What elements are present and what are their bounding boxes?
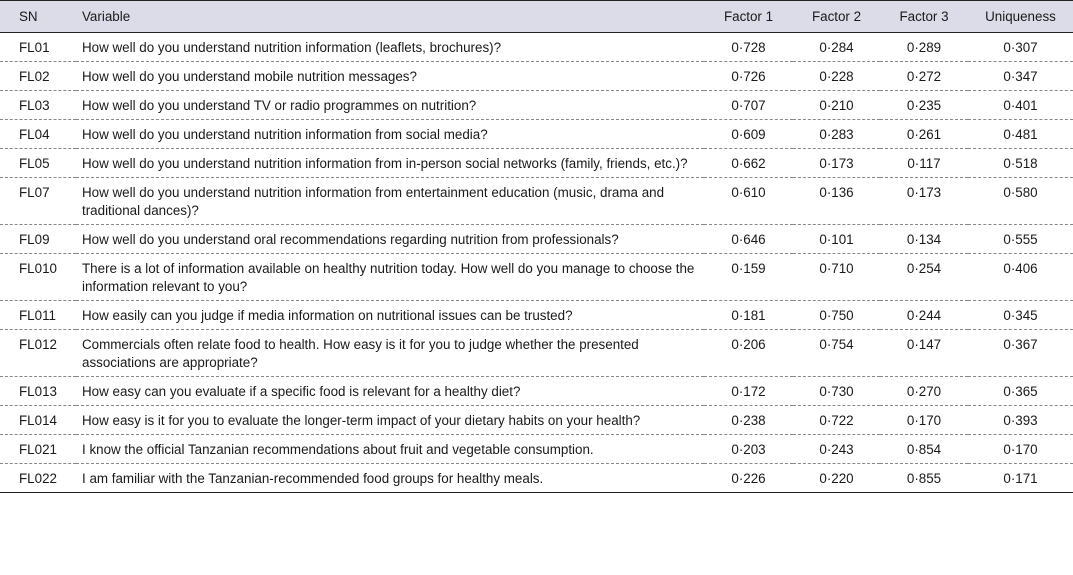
cell-factor-2: 0·283 <box>793 120 880 149</box>
cell-variable: How well do you understand oral recommendations regarding nutrition from professionals? <box>76 225 704 254</box>
cell-factor-1: 0·707 <box>704 91 793 120</box>
cell-uniqueness: 0·393 <box>968 406 1073 435</box>
cell-variable: How easy can you evaluate if a specific food is relevant for a healthy diet? <box>76 377 704 406</box>
cell-uniqueness: 0·347 <box>968 62 1073 91</box>
cell-uniqueness: 0·401 <box>968 91 1073 120</box>
cell-factor-3: 0·244 <box>880 301 968 330</box>
table-row <box>0 33 1073 62</box>
cell-sn: FL013 <box>0 377 76 406</box>
cell-factor-2: 0·228 <box>793 62 880 91</box>
cell-factor-1: 0·159 <box>704 254 793 301</box>
cell-factor-1: 0·662 <box>704 149 793 178</box>
cell-sn: FL022 <box>0 464 76 493</box>
cell-variable: I know the official Tanzanian recommendations about fruit and vegetable consumption. <box>76 435 704 464</box>
cell-factor-2: 0·220 <box>793 464 880 493</box>
table-header <box>0 1 1073 33</box>
cell-factor-2: 0·136 <box>793 178 880 225</box>
cell-uniqueness: 0·367 <box>968 330 1073 377</box>
cell-factor-3: 0·235 <box>880 91 968 120</box>
cell-factor-1: 0·238 <box>704 406 793 435</box>
cell-variable: How well do you understand nutrition information from social media? <box>76 120 704 149</box>
cell-factor-2: 0·722 <box>793 406 880 435</box>
cell-factor-1: 0·172 <box>704 377 793 406</box>
table-row <box>0 406 1073 435</box>
header-sn: SN <box>0 1 76 33</box>
cell-sn: FL02 <box>0 62 76 91</box>
cell-factor-2: 0·173 <box>793 149 880 178</box>
cell-factor-1: 0·609 <box>704 120 793 149</box>
cell-uniqueness: 0·365 <box>968 377 1073 406</box>
cell-variable: How well do you understand mobile nutrition messages? <box>76 62 704 91</box>
cell-factor-1: 0·610 <box>704 178 793 225</box>
cell-uniqueness: 0·406 <box>968 254 1073 301</box>
cell-factor-3: 0·854 <box>880 435 968 464</box>
cell-variable: How well do you understand nutrition information from entertainment education (music, drama and traditional dances)? <box>76 178 704 225</box>
cell-factor-2: 0·284 <box>793 33 880 62</box>
cell-factor-1: 0·646 <box>704 225 793 254</box>
cell-variable: How easy is it for you to evaluate the longer-term impact of your dietary habits on your health? <box>76 406 704 435</box>
cell-factor-1: 0·203 <box>704 435 793 464</box>
cell-factor-1: 0·181 <box>704 301 793 330</box>
cell-sn: FL021 <box>0 435 76 464</box>
cell-variable: Commercials often relate food to health. How easy is it for you to judge whether the presented associations are appropriate? <box>76 330 704 377</box>
cell-factor-3: 0·855 <box>880 464 968 493</box>
cell-sn: FL07 <box>0 178 76 225</box>
cell-variable: I am familiar with the Tanzanian-recommended food groups for healthy meals. <box>76 464 704 493</box>
cell-sn: FL05 <box>0 149 76 178</box>
cell-factor-3: 0·289 <box>880 33 968 62</box>
cell-factor-2: 0·710 <box>793 254 880 301</box>
cell-factor-3: 0·170 <box>880 406 968 435</box>
cell-uniqueness: 0·580 <box>968 178 1073 225</box>
table-body <box>0 33 1073 493</box>
cell-uniqueness: 0·307 <box>968 33 1073 62</box>
cell-factor-2: 0·101 <box>793 225 880 254</box>
cell-uniqueness: 0·555 <box>968 225 1073 254</box>
table-row <box>0 225 1073 254</box>
cell-sn: FL014 <box>0 406 76 435</box>
cell-factor-2: 0·730 <box>793 377 880 406</box>
table-row <box>0 149 1073 178</box>
cell-factor-3: 0·134 <box>880 225 968 254</box>
cell-sn: FL01 <box>0 33 76 62</box>
cell-factor-3: 0·117 <box>880 149 968 178</box>
cell-sn: FL09 <box>0 225 76 254</box>
table-row <box>0 62 1073 91</box>
cell-factor-1: 0·206 <box>704 330 793 377</box>
cell-variable: How easily can you judge if media information on nutritional issues can be trusted? <box>76 301 704 330</box>
table-row <box>0 377 1073 406</box>
cell-factor-3: 0·254 <box>880 254 968 301</box>
header-factor-1: Factor 1 <box>704 1 793 33</box>
cell-sn: FL012 <box>0 330 76 377</box>
header-factor-2: Factor 2 <box>793 1 880 33</box>
cell-variable: How well do you understand TV or radio programmes on nutrition? <box>76 91 704 120</box>
cell-uniqueness: 0·345 <box>968 301 1073 330</box>
cell-factor-1: 0·728 <box>704 33 793 62</box>
cell-uniqueness: 0·481 <box>968 120 1073 149</box>
cell-variable: How well do you understand nutrition information from in-person social networks (family, friends, etc.)? <box>76 149 704 178</box>
header-factor-3: Factor 3 <box>880 1 968 33</box>
cell-variable: How well do you understand nutrition information (leaflets, brochures)? <box>76 33 704 62</box>
cell-sn: FL04 <box>0 120 76 149</box>
cell-factor-1: 0·726 <box>704 62 793 91</box>
cell-factor-3: 0·173 <box>880 178 968 225</box>
table-row <box>0 91 1073 120</box>
cell-uniqueness: 0·518 <box>968 149 1073 178</box>
table-row <box>0 178 1073 225</box>
cell-sn: FL010 <box>0 254 76 301</box>
table-row <box>0 301 1073 330</box>
cell-sn: FL011 <box>0 301 76 330</box>
cell-factor-3: 0·270 <box>880 377 968 406</box>
table-row <box>0 120 1073 149</box>
cell-factor-3: 0·147 <box>880 330 968 377</box>
table-row <box>0 254 1073 301</box>
header-uniqueness: Uniqueness <box>968 1 1073 33</box>
cell-sn: FL03 <box>0 91 76 120</box>
cell-factor-3: 0·261 <box>880 120 968 149</box>
cell-factor-2: 0·754 <box>793 330 880 377</box>
cell-factor-3: 0·272 <box>880 62 968 91</box>
table-row <box>0 330 1073 377</box>
cell-factor-2: 0·750 <box>793 301 880 330</box>
table-row <box>0 464 1073 493</box>
cell-variable: There is a lot of information available on healthy nutrition today. How well do you manage to choose the information relevant to you? <box>76 254 704 301</box>
header-row <box>0 1 1073 33</box>
cell-uniqueness: 0·170 <box>968 435 1073 464</box>
cell-uniqueness: 0·171 <box>968 464 1073 493</box>
header-variable: Variable <box>76 1 704 33</box>
cell-factor-1: 0·226 <box>704 464 793 493</box>
cell-factor-2: 0·243 <box>793 435 880 464</box>
cell-factor-2: 0·210 <box>793 91 880 120</box>
table-row <box>0 435 1073 464</box>
